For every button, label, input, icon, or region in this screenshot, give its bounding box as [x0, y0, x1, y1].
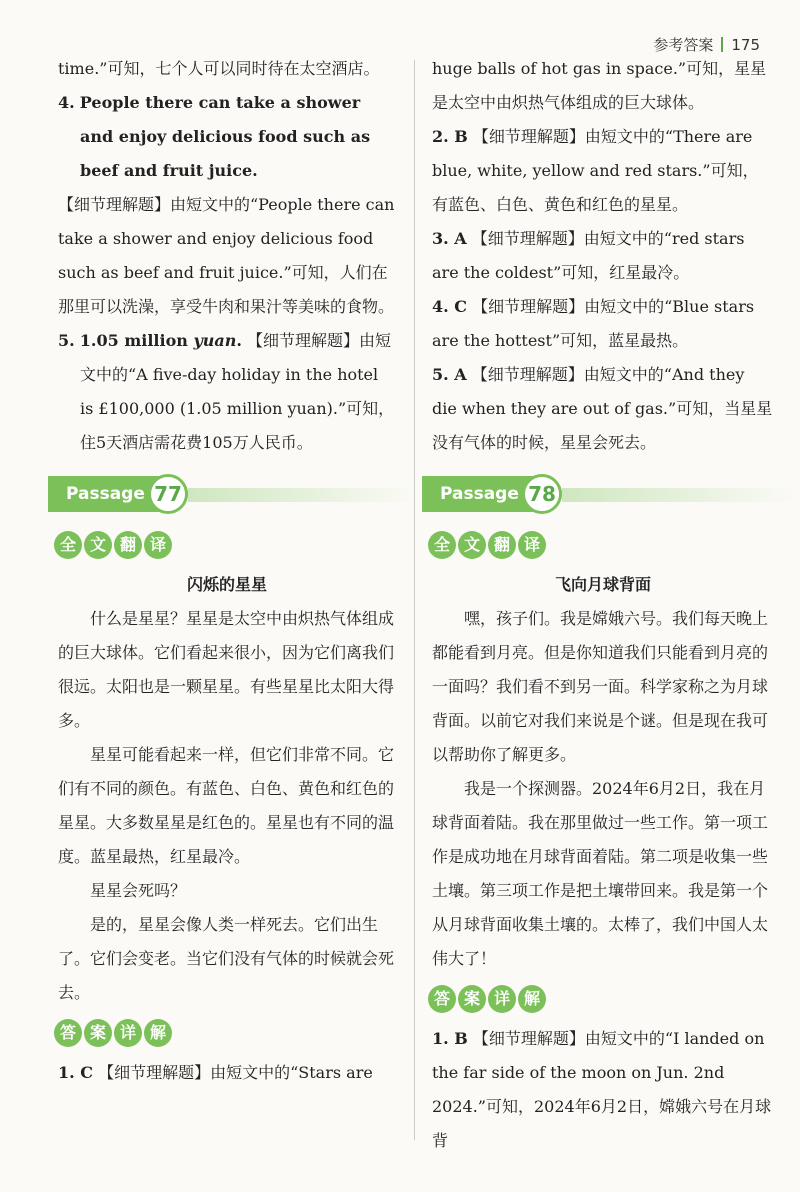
tag-char: 答: [54, 1019, 82, 1047]
tag-char: 文: [84, 531, 112, 559]
answer-2-text: 【细节理解题】由短文中的“There are blue, white, yellow and red stars.”可知，有蓝色、白色、黄色和红色的星星。: [432, 127, 759, 214]
answer-2: [432, 120, 774, 222]
answer-4-text: People there can take a shower and enjoy delicious food such as beef and fruit juice.: [79, 93, 371, 180]
answer-3-number: 3. A: [432, 229, 467, 248]
tag-char: 详: [114, 1019, 142, 1047]
full-translation-tag: [54, 528, 396, 560]
paragraph-3: 星星会死吗？: [90, 881, 187, 900]
tag-char: 翻: [488, 531, 516, 559]
answer-b1-number: 1. B: [432, 1029, 468, 1048]
answer-5: [58, 324, 396, 460]
passage-label: Passage: [66, 484, 145, 504]
passage-78-banner: [422, 472, 774, 518]
right-column: [432, 52, 774, 1158]
translation-title: 闪烁的星星: [186, 575, 267, 594]
tag-char: 翻: [114, 531, 142, 559]
passage-number: 77: [148, 474, 188, 514]
tag-char: 全: [54, 531, 82, 559]
answer-4-number: 4. C: [432, 297, 468, 316]
continued-text: huge balls of hot gas in space.”可知，星星是太空中由炽热气体组成的巨大球体。: [432, 59, 767, 112]
tag-char: 文: [458, 531, 486, 559]
answer-5-number: 5. A: [432, 365, 467, 384]
tag-char: 译: [144, 531, 172, 559]
banner-fade: [188, 488, 416, 502]
continued-text: time.”可知，七个人可以同时待在太空酒店。: [58, 59, 380, 78]
full-translation-tag: [428, 528, 774, 560]
tag-char: 全: [428, 531, 456, 559]
paragraph-1: 什么是星星？星星是太空中由炽热气体组成的巨大球体。它们看起来很小，因为它们离我们很远。太阳也是一颗星星。有些星星比太阳大得多。: [58, 609, 395, 730]
answer-4-explanation: 【细节理解题】由短文中的“People there can take a shower and enjoy delicious food such as beef and fruit juice.”可知，人们在那里可以洗澡，享受牛肉和果汁等美味的食物。: [58, 195, 395, 316]
answer-b1: [432, 1022, 774, 1158]
answer-2-number: 2. B: [432, 127, 468, 146]
answer-5-text-c: .: [236, 331, 242, 350]
column-divider: [414, 60, 415, 1140]
answer-5-explanation: 【细节理解题】由短文中的“A five-day holiday in the hotel is £100,000 (1.05 million yuan).”可知，住5天酒店需花费105万人民币。: [80, 331, 395, 452]
tag-char: 案: [84, 1019, 112, 1047]
answer-detail-tag: [428, 982, 774, 1014]
answer-1-text: 【细节理解题】由短文中的“Stars are: [93, 1063, 373, 1082]
answer-3: [432, 222, 774, 290]
answer-5-text-b: yuan: [193, 331, 237, 350]
header-divider: [721, 37, 723, 52]
paragraph-2: 我是一个探测器。2024年6月2日，我在月球背面着陆。我在那里做过一些工作。第一项工作是成功地在月球背面着陆。第二项是收集一些土壤。第三项工作是把土壤带回来。我是第一个从月球背面收集土壤的。太棒了，我们中国人太伟大了！: [432, 779, 769, 968]
answer-1: [58, 1056, 396, 1090]
answer-b1-text: 【细节理解题】由短文中的“I landed on the far side of the moon on Jun. 2nd 2024.”可知，2024年6月2日，嫦娥六号在月球背: [432, 1029, 772, 1150]
answer-5: [432, 358, 774, 460]
answer-1-number: 1. C: [58, 1063, 94, 1082]
paragraph-4: 是的，星星会像人类一样死去。它们出生了。它们会变老。当它们没有气体的时候就会死去。: [58, 915, 395, 1002]
passage-label: Passage: [440, 484, 519, 504]
paragraph-1: 嘿，孩子们。我是嫦娥六号。我们每天晚上都能看到月亮。但是你知道我们只能看到月亮的一面吗？我们看不到另一面。科学家称之为月球背面。以前它对我们来说是个谜。但是现在我可以帮助你了解更多。: [432, 609, 769, 764]
header-title: 参考答案: [653, 36, 714, 54]
passage-number: 78: [522, 474, 562, 514]
answer-4-text: 【细节理解题】由短文中的“Blue stars are the hottest”可知，蓝星最热。: [432, 297, 755, 350]
page-number: 175: [731, 36, 760, 54]
translation-title: 飞向月球背面: [554, 575, 651, 594]
answer-4: [58, 86, 396, 188]
answer-3-text: 【细节理解题】由短文中的“red stars are the coldest”可知，红星最冷。: [432, 229, 745, 282]
answer-4-number: 4.: [58, 93, 75, 112]
passage-77-banner: [48, 472, 396, 518]
answer-5-text: 【细节理解题】由短文中的“And they die when they are out of gas.”可知，当星星没有气体的时候，星星会死去。: [432, 365, 773, 452]
left-column: [58, 52, 396, 1090]
answer-4: [432, 290, 774, 358]
tag-char: 案: [458, 985, 486, 1013]
tag-char: 详: [488, 985, 516, 1013]
tag-char: 解: [518, 985, 546, 1013]
answer-5-text-a: 1.05 million: [79, 331, 194, 350]
answer-detail-tag: [54, 1016, 396, 1048]
tag-char: 译: [518, 531, 546, 559]
tag-char: 解: [144, 1019, 172, 1047]
tag-char: 答: [428, 985, 456, 1013]
answer-5-number: 5.: [58, 331, 75, 350]
paragraph-2: 星星可能看起来一样，但它们非常不同。它们有不同的颜色。有蓝色、白色、黄色和红色的星星。大多数星星是红色的。星星也有不同的温度。蓝星最热，红星最冷。: [58, 745, 395, 866]
banner-fade: [562, 488, 794, 502]
